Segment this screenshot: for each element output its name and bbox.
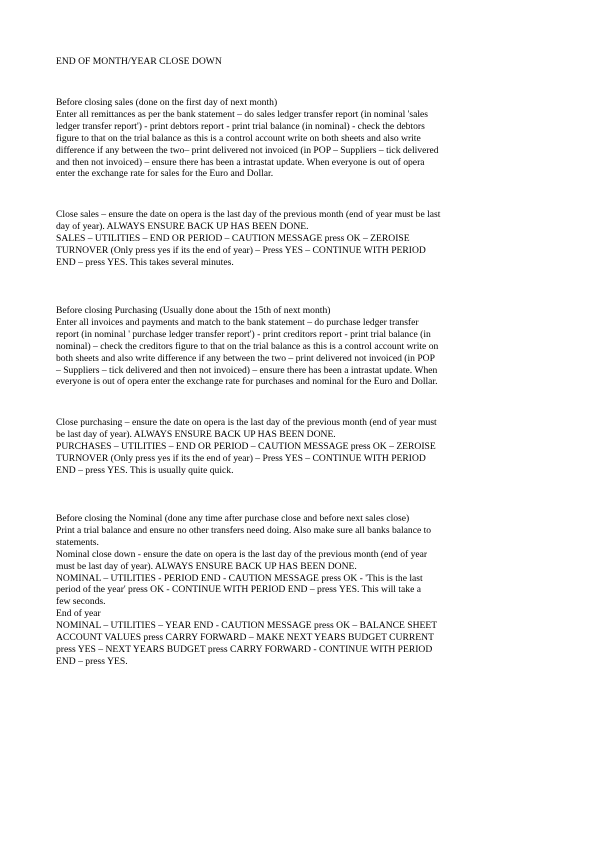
paragraph-line: everyone is out of opera enter the exchange rate for purchases and nominal for the Euro and Dollar. — [56, 376, 438, 388]
sales-section — [56, 97, 541, 180]
section-heading: Before closing sales (done on the first day of next month) — [56, 97, 278, 108]
paragraph-line: few seconds. — [56, 596, 106, 608]
sales-close-instructions — [56, 209, 541, 269]
purchasing-section — [56, 305, 541, 388]
paragraph-line: be last day of year). ALWAYS ENSURE BACK UP HAS BEEN DONE. — [56, 428, 336, 440]
paragraph-line: figure to that on the trial balance as this is a control account write on both sheets and also write — [56, 132, 421, 144]
paragraph-line: End of year — [56, 608, 101, 620]
paragraph-line: day of year). ALWAYS ENSURE BACK UP HAS BEEN DONE. — [56, 220, 309, 232]
document-title: END OF MONTH/YEAR CLOSE DOWN — [56, 56, 222, 67]
paragraph-line: report (in nominal ' purchase ledger transfer report') - print creditors report - print trial balance (in — [56, 328, 431, 340]
paragraph-line: Nominal close down - ensure the date on opera is the last day of the previous month (end of year — [56, 548, 428, 560]
paragraph-line: both sheets and also write difference if any between the two – print delivered not invoiced (in POP — [56, 352, 435, 364]
paragraph-line: TURNOVER (Only press yes if its the end of year) – Press YES – CONTINUE WITH PERIOD — [56, 244, 426, 256]
paragraph-line: Close sales – ensure the date on opera is the last day of the previous month (end of year must be last — [56, 209, 441, 220]
paragraph-line: press YES – NEXT YEARS BUDGET press CARRY FORWARD - CONTINUE WITH PERIOD — [56, 643, 433, 655]
paragraph-line: – Suppliers – tick delivered and then not invoiced) – ensure there has been a intrastat update. When — [56, 364, 438, 376]
paragraph-line: SALES – UTILITIES – END OR PERIOD – CAUTION MESSAGE press OK – ZEROISE — [56, 232, 410, 244]
paragraph-line: and then not invoiced) – ensure there has been a intrastat update. When everyone is out of opera — [56, 156, 425, 168]
paragraph-line: END – press YES. This takes several minutes. — [56, 256, 234, 268]
paragraph-line: ACCOUNT VALUES press CARRY FORWARD – MAKE NEXT YEARS BUDGET CURRENT — [56, 632, 434, 644]
paragraph-line: difference if any between the two– print delivered not invoiced (in POP – Suppliers – tick delivered — [56, 144, 439, 156]
paragraph-line: ledger transfer report') - print debtors report - print trial balance (in nominal) - check the debtors — [56, 120, 425, 132]
paragraph-line: statements. — [56, 536, 99, 548]
paragraph-line: TURNOVER (Only press yes if its the end of year) – Press YES – CONTINUE WITH PERIOD — [56, 452, 426, 464]
paragraph-line: Enter all invoices and payments and match to the bank statement – do purchase ledger transfer — [56, 316, 419, 328]
paragraph-line: NOMINAL – UTILITIES - PERIOD END - CAUTION MESSAGE press OK - 'This is the last — [56, 572, 423, 584]
paragraph-line: PURCHASES – UTILITIES – END OR PERIOD – CAUTION MESSAGE press OK – ZEROISE — [56, 440, 436, 452]
paragraph-line: Close purchasing – ensure the date on opera is the last day of the previous month (end of year must — [56, 417, 437, 428]
nominal-section — [56, 513, 541, 668]
paragraph-line: Enter all remittances as per the bank statement – do sales ledger transfer report (in nominal 'sales — [56, 108, 429, 120]
paragraph-line: must be last day of year). ALWAYS ENSURE BACK UP HAS BEEN DONE. — [56, 560, 357, 572]
paragraph-line: END – press YES. — [56, 655, 128, 667]
paragraph-line: Print a trial balance and ensure no other transfers need doing. Also make sure all banks balance to — [56, 524, 432, 536]
paragraph-line: NOMINAL – UTILITIES – YEAR END - CAUTION MESSAGE press OK – BALANCE SHEET — [56, 620, 438, 632]
paragraph-line: enter the exchange rate for sales for the Euro and Dollar. — [56, 168, 274, 180]
paragraph-line: nominal) – check the creditors figure to that on the trial balance as this is a control account write on — [56, 340, 439, 352]
section-heading: Before closing Purchasing (Usually done about the 15th of next month) — [56, 305, 331, 316]
paragraph-line: END – press YES. This is usually quite quick. — [56, 464, 234, 476]
section-heading: Before closing the Nominal (done any time after purchase close and before next sales close) — [56, 513, 410, 524]
paragraph-line: period of the year' press OK - CONTINUE WITH PERIOD END – press YES. This will take a — [56, 584, 421, 596]
purchasing-close-instructions — [56, 417, 541, 477]
